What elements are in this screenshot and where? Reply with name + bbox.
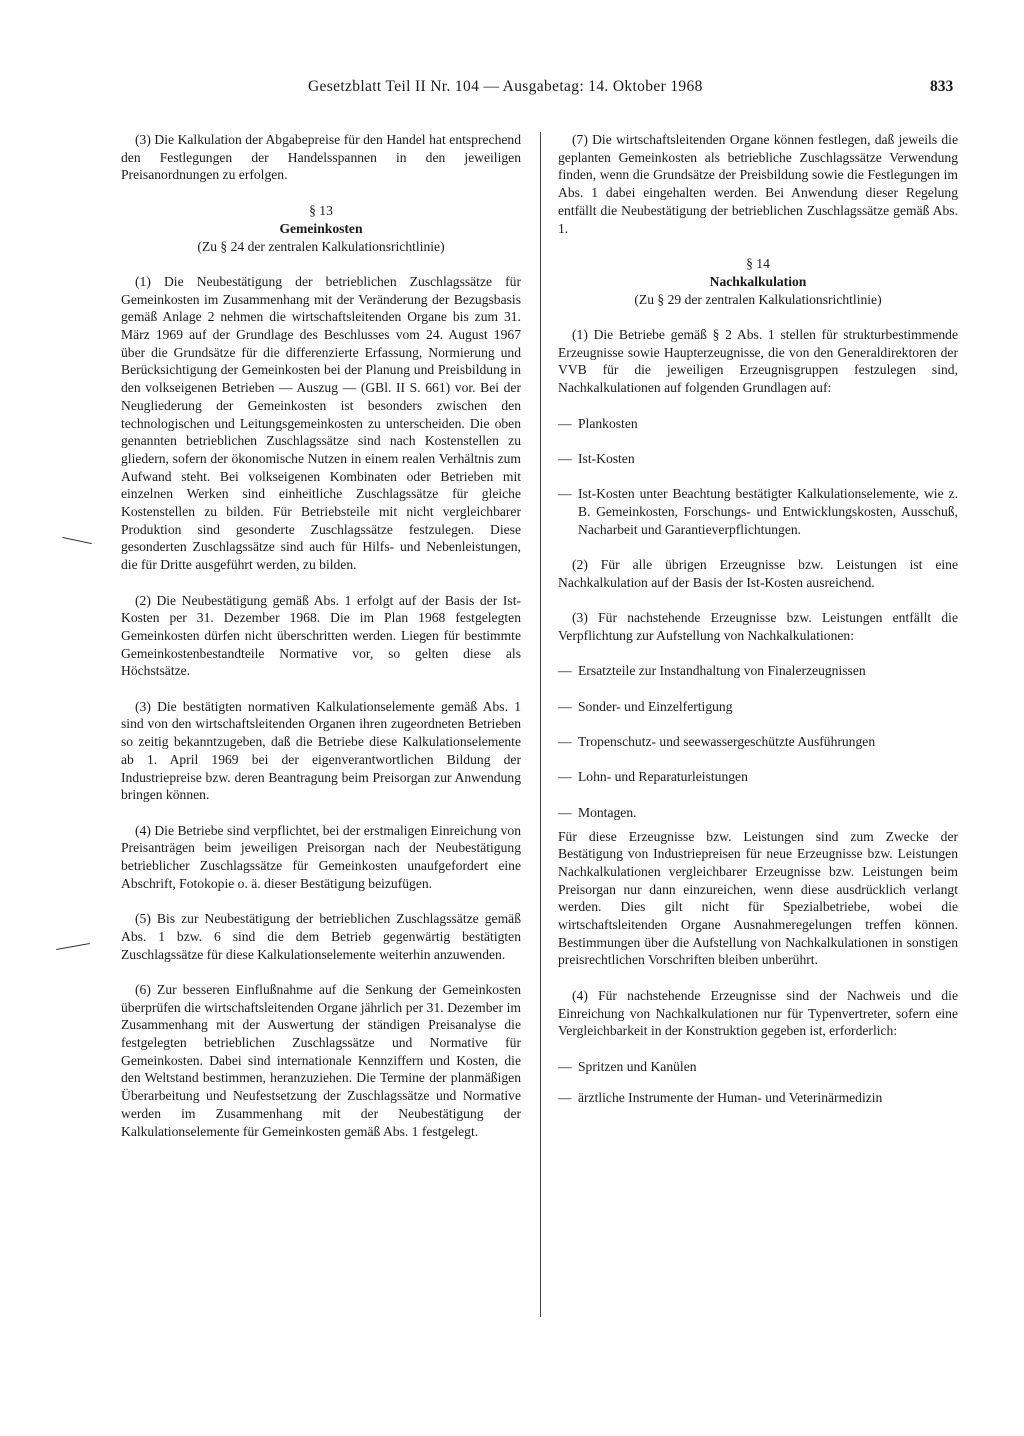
dash-bullet: —	[558, 663, 572, 679]
dash-bullet: —	[558, 1090, 572, 1106]
dash-bullet: —	[558, 804, 572, 820]
dash-bullet: —	[558, 1058, 572, 1074]
paragraph-14-3: (3) Für nachstehende Erzeugnisse bzw. Leistungen entfällt die Verpflichtung zur Aufstellung von Nachkalkulationen:	[558, 610, 958, 643]
list-item: — Ist-Kosten	[558, 450, 635, 466]
dash-bullet: —	[558, 698, 572, 714]
margin-mark	[62, 537, 92, 544]
section-13-note: (Zu § 24 der zentralen Kalkulationsrichtlinie)	[197, 238, 445, 254]
page-header	[0, 78, 1024, 102]
margin-mark	[56, 943, 90, 950]
paragraph-14-1: (1) Die Betriebe gemäß § 2 Abs. 1 stellen für strukturbestimmende Erzeugnisse sowie Haupterzeugnisse, die von den Generaldirektoren der VVB für die jeweiligen Erzeugnisgruppen festzulegen sind, Nachkalkulationen auf folgenden Grundlagen auf:	[558, 327, 958, 396]
section-14-title: Nachkalkulation	[709, 273, 807, 289]
paragraph-13-7: (7) Die wirtschaftsleitenden Organe können festlegen, daß jeweils die geplanten Gemeinkosten als betriebliche Zuschlagssätze Verwendung finden, wenn die Grundsätze der Preisbildung sowie die Festlegungen im Abs. 1 dabei eingehalten werden. Bei Anwendung dieser Regelung entfällt die Neubestätigung der betrieblichen Zuschlagssätze gemäß Abs. 1.	[558, 132, 958, 236]
paragraph-13-1: (1) Die Neubestätigung der betrieblichen Zuschlagssätze für Gemeinkosten im Zusammenhang mit der Veränderung der Bezugsbasis gemäß Anlage 2 nehmen die wirtschaftsleitenden Organe bis zum 31. März 1969 auf der Grundlage des Beschlusses vom 24. August 1967 über die Grundsätze für die differenzierte Erfassung, Normierung und Berücksichtigung der Gemeinkosten bei der Planung und Preisbildung in den volkseigenen Betrieben — Auszug — (GBl. II S. 661) vor. Bei der Neugliederung der Gemeinkosten ist besonders zwischen den technologischen und Leitungsgemeinkosten zu unterscheiden. Die oben genannten betrieblichen Zuschlagssätze sind nach Kostenstellen zu gliedern, sofern der ökonomische Nutzen in einem realen Verhältnis zum Aufwand steht. Bei volkseigenen Kombinaten oder Betrieben mit einzelnen Werken sind einheitliche Zuschlagssätze für gleiche Kostenstellen zu bilden. Für Betriebsteile mit nicht vergleichbarer Produktion sind gesonderte Zuschlagssätze festzulegen. Diese gesonderten Zuschlagssätze sind auch für Hilfs- und Nebenleistungen, die für Dritte ausgeführt werden, zu bilden.	[121, 273, 521, 573]
dash-bullet: —	[558, 486, 572, 502]
paragraph-14-2: (2) Für alle übrigen Erzeugnisse bzw. Leistungen ist eine Nachkalkulation auf der Basis der Ist-Kosten ausreichend.	[558, 557, 958, 590]
list-item: — Montagen.	[558, 804, 637, 820]
list-kalkulationsgrundlagen	[558, 415, 958, 539]
header-title: Gesetzblatt Teil II Nr. 104 — Ausgabetag: 14. Oktober 1968	[308, 78, 703, 95]
paragraph-13-6: (6) Zur besseren Einflußnahme auf die Senkung der Gemeinkosten überprüfen die wirtschaftsleitenden Organe jährlich per 31. Dezember im Zusammenhang mit der Auswertung der ständigen Preisanalyse die festgelegten betrieblichen Zuschlagssätze und Normative für Gemeinkosten. Dabei sind internationale Kennziffern und Kosten, die den Weltstand bestimmen, heranzuziehen. Die Termine der planmäßigen Überarbeitung und Neufestsetzung der Zuschlagssätze und Normative werden im Zusammenhang mit der Neubestätigung der Kalkulationselemente für Gemeinkosten gemäß Abs. 1 festgelegt.	[121, 981, 521, 1139]
paragraph-13-5: (5) Bis zur Neubestätigung der betrieblichen Zuschlagssätze gemäß Abs. 1 bzw. 6 sind die dem Betrieb gegenwärtig bestätigten Zuschlagssätze für diese Kalkulationselemente weiterhin anzuwenden.	[121, 911, 521, 962]
list-item: — Ist-Kosten unter Beachtung bestätigter Kalkulationselemente, wie z. B. Gemeinkosten, Forschungs- und Entwicklungskosten, Ausschuß, Nacharbeit und Garantieverpflichtungen.	[558, 486, 958, 537]
section-14-note: (Zu § 29 der zentralen Kalkulationsrichtlinie)	[634, 291, 882, 307]
list-item: — ärztliche Instrumente der Human- und Veterinärmedizin	[558, 1090, 883, 1106]
list-ausnahmen	[558, 662, 958, 821]
right-column	[558, 131, 958, 1121]
column-divider	[540, 132, 541, 1317]
dash-bullet: —	[558, 734, 572, 750]
list-item: — Spritzen und Kanülen	[558, 1058, 697, 1074]
dash-bullet: —	[558, 450, 572, 466]
list-item: — Plankosten	[558, 415, 638, 431]
paragraph-13-2: (2) Die Neubestätigung gemäß Abs. 1 erfolgt auf der Basis der Ist-Kosten per 31. Dezember 1968. Die im Plan 1968 festgelegten Gemeinkosten dürfen nicht überschritten werden. Liegen für bestimmte Gemeinkostenbestandteile Normative vor, so gelten diese als Höchstsätze.	[121, 592, 521, 679]
paragraph-13-4: (4) Die Betriebe sind verpflichtet, bei der erstmaligen Einreichung von Preisanträgen beim jeweiligen Preisorgan nach der Neubestätigung betrieblicher Zuschlagssätze für Gemeinkosten unaufgefordert eine Abschrift, Fotokopie o. ä. dieser Bestätigung beizufügen.	[121, 822, 521, 891]
page-number: 833	[930, 78, 954, 95]
left-column	[121, 131, 521, 1158]
dash-bullet: —	[558, 415, 572, 431]
list-item: — Tropenschutz- und seewassergeschützte Ausführungen	[558, 734, 876, 750]
list-item: — Sonder- und Einzelfertigung	[558, 698, 733, 714]
dash-bullet: —	[558, 769, 572, 785]
list-typenvertreter	[558, 1058, 958, 1107]
section-14-number: § 14	[746, 256, 770, 272]
list-item: — Ersatzteile zur Instandhaltung von Finalerzeugnissen	[558, 663, 866, 679]
paragraph-14-4: (4) Für nachstehende Erzeugnisse sind der Nachweis und die Einreichung von Nachkalkulationen nur für Typenvertreter, sofern eine Vergleichbarkeit in der Konstruktion gegeben ist, erforderlich:	[558, 987, 958, 1039]
paragraph-14-3-continued: Für diese Erzeugnisse bzw. Leistungen sind zum Zwecke der Bestätigung von Industriepreisen für neue Erzeugnisse bzw. Leistungen Nachkalkulationen vergleichbarer Erzeugnisse bzw. Leistungen beim Preisorgan nur dann einzureichen, wenn diese ausdrücklich verlangt werden. Dies gilt nicht für Spezialbetriebe, wobei die wirtschaftsleitenden Organe Ausnahmeregelungen treffen können. Bestimmungen über die Aufstellung von Nachkalkulationen in sonstigen preisrechtlichen Vorschriften bleiben unberührt.	[558, 828, 958, 968]
paragraph-handel: (3) Die Kalkulation der Abgabepreise für den Handel hat entsprechend den Festlegungen der Handelsspannen in den jeweiligen Preisanordnungen zu erfolgen.	[121, 132, 521, 183]
paragraph-13-3: (3) Die bestätigten normativen Kalkulationselemente gemäß Abs. 1 sind von den wirtschaftsleitenden Organen ihren zugeordneten Betrieben so zeitig bekanntzugeben, daß die Betriebe diese Kalkulationselemente ab 1. April 1969 bei der eigenverantwortlichen Bildung der Industriepreise bzw. deren Beantragung beim Preisorgan zur Anwendung bringen können.	[121, 698, 521, 803]
list-item: — Lohn- und Reparaturleistungen	[558, 769, 748, 785]
section-13-number: § 13	[309, 203, 333, 219]
section-13-title: Gemeinkosten	[279, 220, 363, 236]
